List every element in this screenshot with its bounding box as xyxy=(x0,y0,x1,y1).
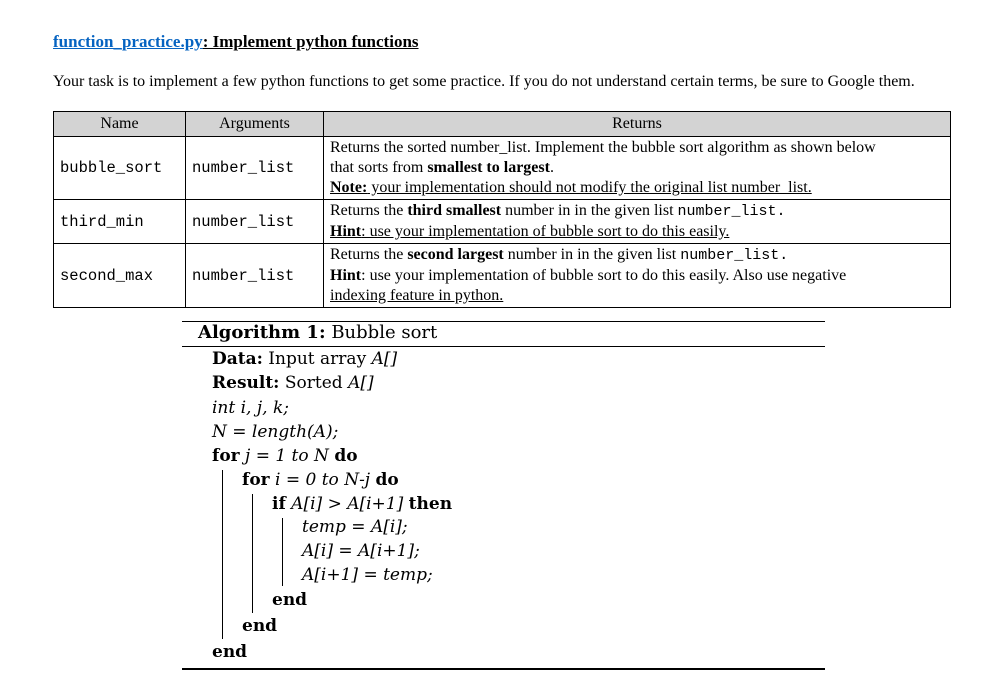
end-outer-for: end xyxy=(212,642,248,662)
returns-line: Returns the second largest number in in the given list number_list. xyxy=(330,246,789,264)
function-name: second_max xyxy=(54,244,186,308)
end-inner-for: end xyxy=(242,616,278,636)
returns-line: Returns the third smallest number in in the given list number_list. xyxy=(330,202,786,220)
function-args: number_list xyxy=(186,200,324,244)
swap-line-2: A[i] = A[i+1]; xyxy=(302,541,420,561)
table-row xyxy=(54,200,951,244)
function-args: number_list xyxy=(186,137,324,200)
returns-hint: Hint: use your implementation of bubble sort to do this easily. xyxy=(330,223,730,240)
table-row xyxy=(54,137,951,200)
inner-for-line: for i = 0 to N-j do xyxy=(242,470,399,490)
swap-line-1: temp = A[i]; xyxy=(302,517,408,537)
outer-for-bar xyxy=(222,470,223,639)
end-if: end xyxy=(272,590,308,610)
algorithm-data-line: Data: Input array A[] xyxy=(212,349,398,369)
bottom-rule xyxy=(182,668,825,670)
returns-line: indexing feature in python. xyxy=(330,287,504,304)
function-args: number_list xyxy=(186,244,324,308)
col-header-arguments: Arguments xyxy=(186,112,324,137)
returns-note: Note: your implementation should not modify the original list number_list. xyxy=(330,179,812,196)
returns-line: that sorts from smallest to largest. xyxy=(330,159,554,176)
table-row xyxy=(54,244,951,308)
algorithm-caption: Algorithm 1: Bubble sort xyxy=(198,322,438,343)
algorithm-box xyxy=(182,321,825,670)
col-header-name: Name xyxy=(54,112,186,137)
inner-for-bar xyxy=(252,494,253,613)
function-returns xyxy=(324,200,951,244)
algorithm-declaration: int i, j, k; xyxy=(212,398,289,418)
algorithm-assignment: N = length(A); xyxy=(212,422,339,442)
if-line: if A[i] > A[i+1] then xyxy=(272,494,453,514)
heading-title: : Implement python functions xyxy=(202,32,419,51)
intro-paragraph: Your task is to implement a few python functions to get some practice. If you do not understand certain terms, be sure to Google them. xyxy=(53,73,915,90)
returns-hint: Hint: use your implementation of bubble sort to do this easily. Also use negative xyxy=(330,267,847,284)
function-returns xyxy=(324,137,951,200)
swap-line-3: A[i+1] = temp; xyxy=(302,565,433,585)
function-name: bubble_sort xyxy=(54,137,186,200)
function-returns xyxy=(324,244,951,308)
col-header-returns: Returns xyxy=(324,112,951,137)
returns-line: Returns the sorted number_list. Implement the bubble sort algorithm as shown below xyxy=(330,139,876,156)
outer-for-line: for j = 1 to N do xyxy=(212,446,358,466)
functions-table xyxy=(53,111,951,308)
algorithm-result-line: Result: Sorted A[] xyxy=(212,373,374,393)
if-bar xyxy=(282,518,283,586)
section-heading xyxy=(53,32,419,52)
caption-rule xyxy=(182,346,825,347)
table-header-row xyxy=(54,112,951,137)
filename-link[interactable]: function_practice.py xyxy=(53,32,203,51)
function-name: third_min xyxy=(54,200,186,244)
